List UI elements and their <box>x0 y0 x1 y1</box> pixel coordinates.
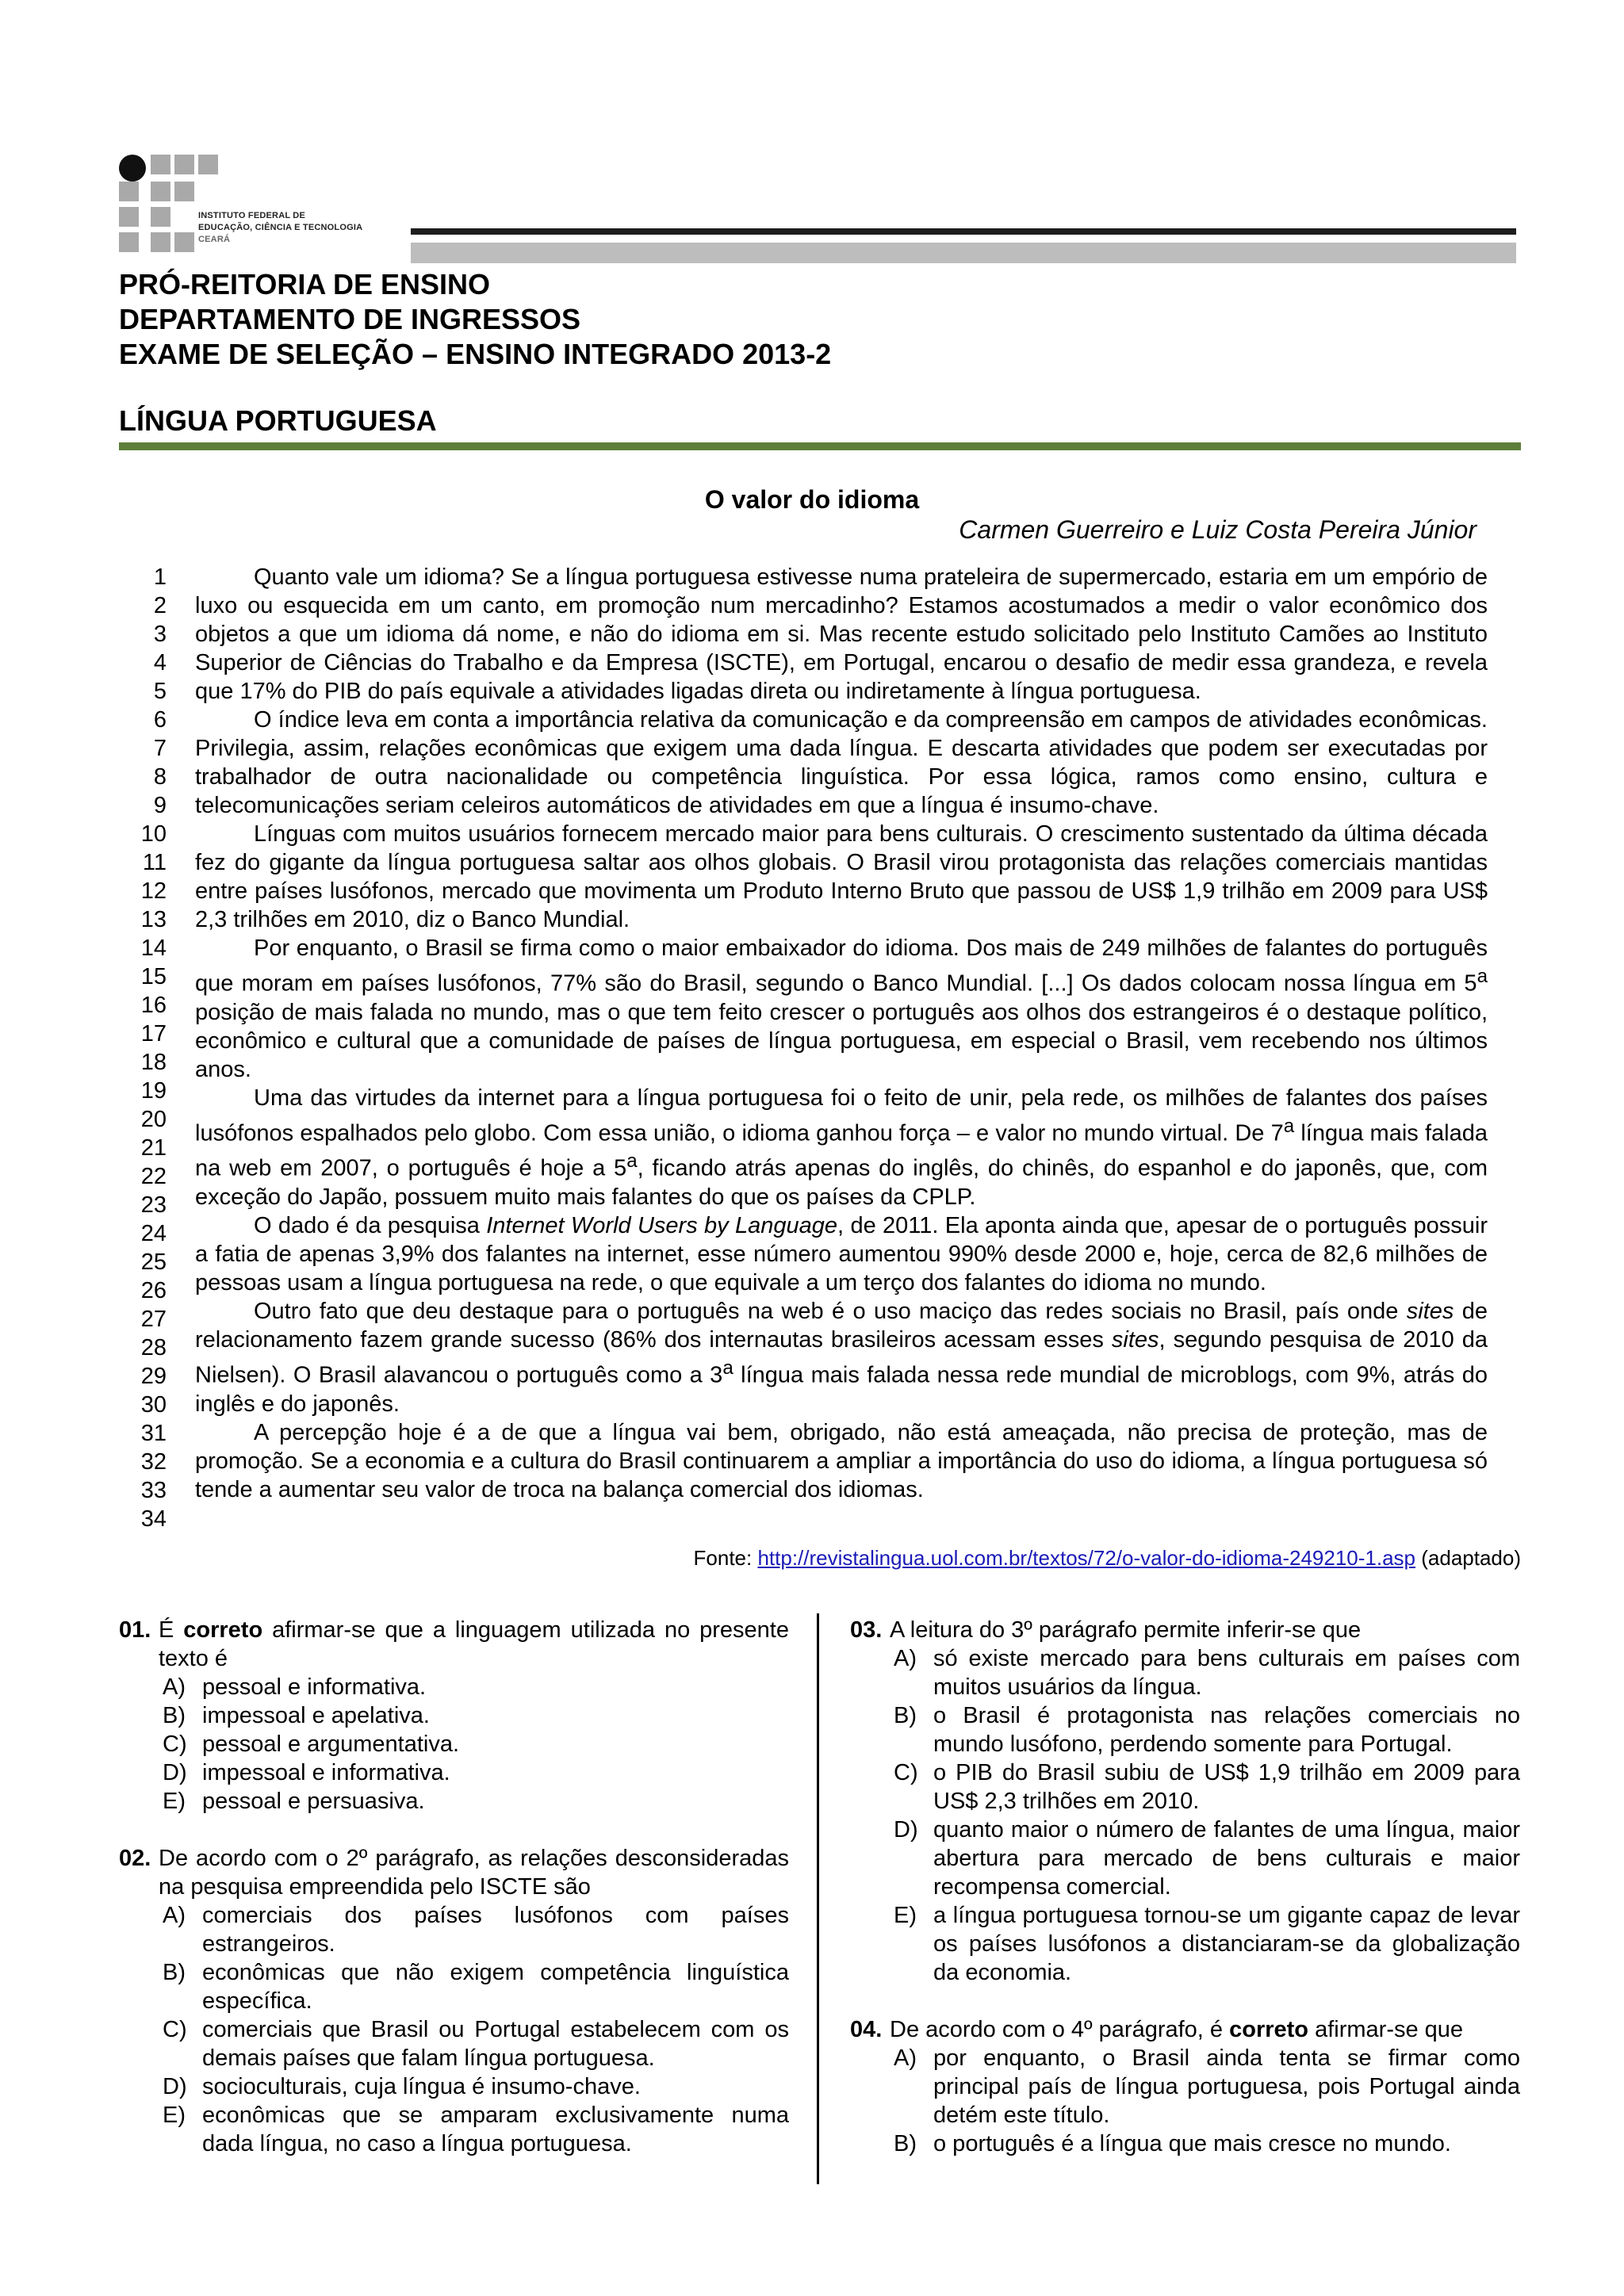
answer-option[interactable]: D) quanto maior o número de falantes de uma língua, maior abertura para mercado de bens culturais e maior recompensa comercial. <box>894 1817 1520 1900</box>
answer-option[interactable]: C) o PIB do Brasil subiu de US$ 1,9 trilhão em 2009 para US$ 2,3 trilhões em 2010. <box>894 1760 1520 1814</box>
question-03 <box>850 1616 1520 1987</box>
answer-option[interactable]: B) econômicas que não exigem competência linguística específica. <box>163 1960 789 2014</box>
line-number: 21 <box>140 1135 167 1161</box>
question-03-options <box>850 1644 1520 1987</box>
line-number: 22 <box>140 1164 167 1189</box>
line-number: 1 <box>153 564 167 590</box>
line-number: 26 <box>140 1278 167 1303</box>
questions-right-column <box>850 1616 1520 2187</box>
header-line-3: EXAME DE SELEÇÃO – ENSINO INTEGRADO 2013-2 <box>119 338 832 370</box>
line-number: 11 <box>142 850 167 875</box>
line-number: 27 <box>140 1307 167 1332</box>
question-04-stem: 04. De acordo com o 4º parágrafo, é correto afirmar-se que <box>850 2017 1464 2042</box>
paragraph-8: A percepção hoje é a de que a língua vai bem, obrigado, não está ameaçada, não precisa de proteção, mas de promoção. Se a economia e a cultura do Brasil continuarem a ampliar a importância do uso do idioma, a língua portuguesa só tende a aumentar seu valor de troca na balança comercial dos idiomas. <box>195 1419 1488 1502</box>
subject-title: LÍNGUA PORTUGUESA <box>119 404 437 437</box>
line-number: 5 <box>153 679 167 704</box>
article-title: O valor do idioma <box>704 485 920 514</box>
answer-option[interactable]: A) pessoal e informativa. <box>163 1674 427 1700</box>
paragraph-1: Quanto vale um idioma? Se a língua portuguesa estivesse numa prateleira de supermercado, estaria em um empório de luxo ou esquecida em um canto, em promoção num mercadinho? Estamos acostumados a medir o valor econômico dos objetos a que um idioma dá nome, e não do idioma em si. Mas recente estudo solicitado pelo Instituto Camões ao Instituto Superior de Ciências do Trabalho e da Empresa (ISCTE), em Portugal, encarou o desafio de medir essa grandeza, e revela que 17% do PIB do país equivale a atividades ligadas direta ou indiretamente à língua portuguesa. <box>195 564 1488 704</box>
line-number: 29 <box>140 1364 167 1389</box>
article-author: Carmen Guerreiro e Luiz Costa Pereira Júnior <box>959 515 1477 544</box>
paragraph-3: Línguas com muitos usuários fornecem mercado maior para bens culturais. O crescimento sustentado da última década fez do gigante da língua portuguesa saltar aos olhos globais. O Brasil virou protagonista das relações comerciais mantidas entre países lusófonos, mercado que movimenta um Produto Interno Bruto que passou de US$ 1,9 trilhão em 2009 para US$ 2,3 trilhões em 2010, diz o Banco Mundial. <box>195 821 1488 932</box>
paragraph-4: Por enquanto, o Brasil se firma como o maior embaixador do idioma. Dos mais de 249 milhões de falantes do português que moram em países lusófonos, 77% são do Brasil, segundo o Banco Mundial. [...] Os dados colocam nossa língua em 5$^a$ posição de mais falada no mundo, mas o que tem feito crescer o português aos olhos dos estrangeiros é o destaque político, econômico e cultural que a comunidade de países de língua portuguesa, em especial o Brasil, vem recebendo nos últimos anos. <box>195 936 1488 1082</box>
answer-option[interactable]: A) por enquanto, o Brasil ainda tenta se firmar como principal país de língua portuguesa, pois Portugal ainda detém este título. <box>894 2045 1520 2128</box>
institution-logo <box>119 155 389 258</box>
answer-option[interactable]: B) o português é a língua que mais cresce no mundo. <box>894 2131 1451 2156</box>
answer-option[interactable]: A) comerciais dos países lusófonos com países estrangeiros. <box>163 1903 789 1957</box>
questions-left-column <box>119 1616 789 2187</box>
answer-option[interactable]: E) a língua portuguesa tornou-se um gigante capaz de levar os países lusófonos a distanciaram-se da globalização da economia. <box>894 1903 1520 1985</box>
line-number: 20 <box>140 1107 167 1132</box>
logo-dot <box>119 155 146 182</box>
line-number: 32 <box>140 1449 167 1475</box>
line-number: 15 <box>140 964 167 989</box>
line-number: 30 <box>140 1392 167 1418</box>
question-01-stem: 01. É correto afirmar-se que a linguagem utilizada no presente texto é <box>119 1617 789 1671</box>
line-number: 7 <box>153 736 167 761</box>
line-number: 19 <box>140 1078 167 1104</box>
source-link[interactable]: http://revistalingua.uol.com.br/textos/72/o-valor-do-idioma-249210-1.asp <box>757 1546 1416 1570</box>
line-number: 10 <box>140 821 167 847</box>
paragraph-6: O dado é da pesquisa Internet World Users by Language, de 2011. Ela aponta ainda que, apesar de o português possuir a fatia de apenas 3,9% dos falantes na internet, esse número aumentou 990% desde 2000 e, hoje, cerca de 82,6 milhões de pessoas usam a língua portuguesa na rede, o que equivale a um terço dos falantes do idioma no mundo. <box>195 1212 1488 1295</box>
question-04-options <box>850 2044 1520 2158</box>
question-04 <box>850 2015 1520 2158</box>
header-rule-dark <box>411 228 1516 235</box>
answer-option[interactable]: E) pessoal e persuasiva. <box>163 1789 425 1814</box>
question-02 <box>119 1844 789 2158</box>
logo-text: INSTITUTO FEDERAL DE EDUCAÇÃO, CIÊNCIA E TECNOLOGIA CEARÁ <box>198 211 363 244</box>
line-number: 13 <box>140 907 167 932</box>
answer-option[interactable]: D) socioculturais, cuja língua é insumo-chave. <box>163 2074 641 2099</box>
header-line-1: PRÓ-REITORIA DE ENSINO <box>119 268 491 300</box>
answer-option[interactable]: C) pessoal e argumentativa. <box>163 1732 460 1757</box>
line-number: 34 <box>140 1506 167 1532</box>
answer-option[interactable]: A) só existe mercado para bens culturais em países com muitos usuários da língua. <box>894 1646 1520 1700</box>
line-number: 14 <box>140 936 167 961</box>
line-numbers <box>119 563 167 1533</box>
paragraph-2: O índice leva em conta a importância relativa da comunicação e da compreensão em campos de atividades econômicas. Privilegia, assim, relações econômicas que exigem uma dada língua. E descarta atividades que podem ser executadas por trabalhador de outra nacionalidade ou competência linguística. Por essa lógica, ramos como ensino, cultura e telecomunicações seriam celeiros automáticos de atividades em que a língua é insumo-chave. <box>195 707 1488 818</box>
line-number: 3 <box>153 622 167 647</box>
question-01-options <box>119 1673 789 1816</box>
line-number: 23 <box>140 1192 167 1218</box>
subject-rule <box>119 442 1521 450</box>
source-citation: Fonte: http://revistalingua.uol.com.br/textos/72/o-valor-do-idioma-249210-1.asp (adaptado) <box>693 1546 1521 1570</box>
question-02-stem: 02. De acordo com o 2º parágrafo, as relações desconsideradas na pesquisa empreendida pelo ISCTE são <box>119 1846 789 1900</box>
article-body <box>195 563 1488 1504</box>
line-number: 16 <box>140 993 167 1018</box>
question-03-stem: 03. A leitura do 3º parágrafo permite inferir-se que <box>850 1617 1362 1643</box>
answer-option[interactable]: C) comerciais que Brasil ou Portugal estabelecem com os demais países que falam língua portuguesa. <box>163 2017 789 2071</box>
answer-option[interactable]: B) impessoal e apelativa. <box>163 1703 430 1728</box>
line-number: 8 <box>153 764 167 790</box>
line-number: 31 <box>140 1421 167 1446</box>
line-number: 4 <box>153 650 167 675</box>
answer-option[interactable]: E) econômicas que se amparam exclusivamente numa dada língua, no caso a língua portuguesa. <box>163 2103 789 2156</box>
answer-option[interactable]: D) impessoal e informativa. <box>163 1760 450 1785</box>
question-02-options <box>119 1901 789 2158</box>
header-rule-gray <box>411 243 1516 263</box>
paragraph-7: Outro fato que deu destaque para o português na web é o uso maciço das redes sociais no Brasil, país onde sites de relacionamento fazem grande sucesso (86% dos internautas brasileiros acessam esses sites, segundo pesquisa de 2010 da Nielsen). O Brasil alavancou o português como a 3$^a$ língua mais falada nessa rede mundial de microblogs, com 9%, atrás do inglês e do japonês. <box>195 1298 1488 1417</box>
question-01 <box>119 1616 789 1816</box>
paragraph-5: Uma das virtudes da internet para a língua portuguesa foi o feito de unir, pela rede, os milhões de falantes dos países lusófonos espalhados pelo globo. Com essa união, o idioma ganhou força – e valor no mundo virtual. De 7$^a$ língua mais falada na web em 2007, o português é hoje a 5$^a$, ficando atrás apenas do inglês, do chinês, do espanhol e do japonês, que, com exceção do Japão, possuem muito mais falantes do que os países da CPLP. <box>195 1085 1488 1210</box>
line-number: 17 <box>140 1021 167 1047</box>
line-number: 28 <box>140 1335 167 1360</box>
line-number: 6 <box>153 707 167 733</box>
line-number: 25 <box>140 1249 167 1275</box>
line-number: 12 <box>140 878 167 904</box>
line-number: 18 <box>140 1050 167 1075</box>
line-number: 33 <box>140 1478 167 1503</box>
line-number: 9 <box>153 793 167 818</box>
line-number: 24 <box>140 1221 167 1246</box>
answer-option[interactable]: B) o Brasil é protagonista nas relações comerciais no mundo lusófono, perdendo somente para Portugal. <box>894 1703 1520 1757</box>
column-divider <box>817 1613 819 2184</box>
line-number: 2 <box>153 593 167 618</box>
header-line-2: DEPARTAMENTO DE INGRESSOS <box>119 303 581 335</box>
